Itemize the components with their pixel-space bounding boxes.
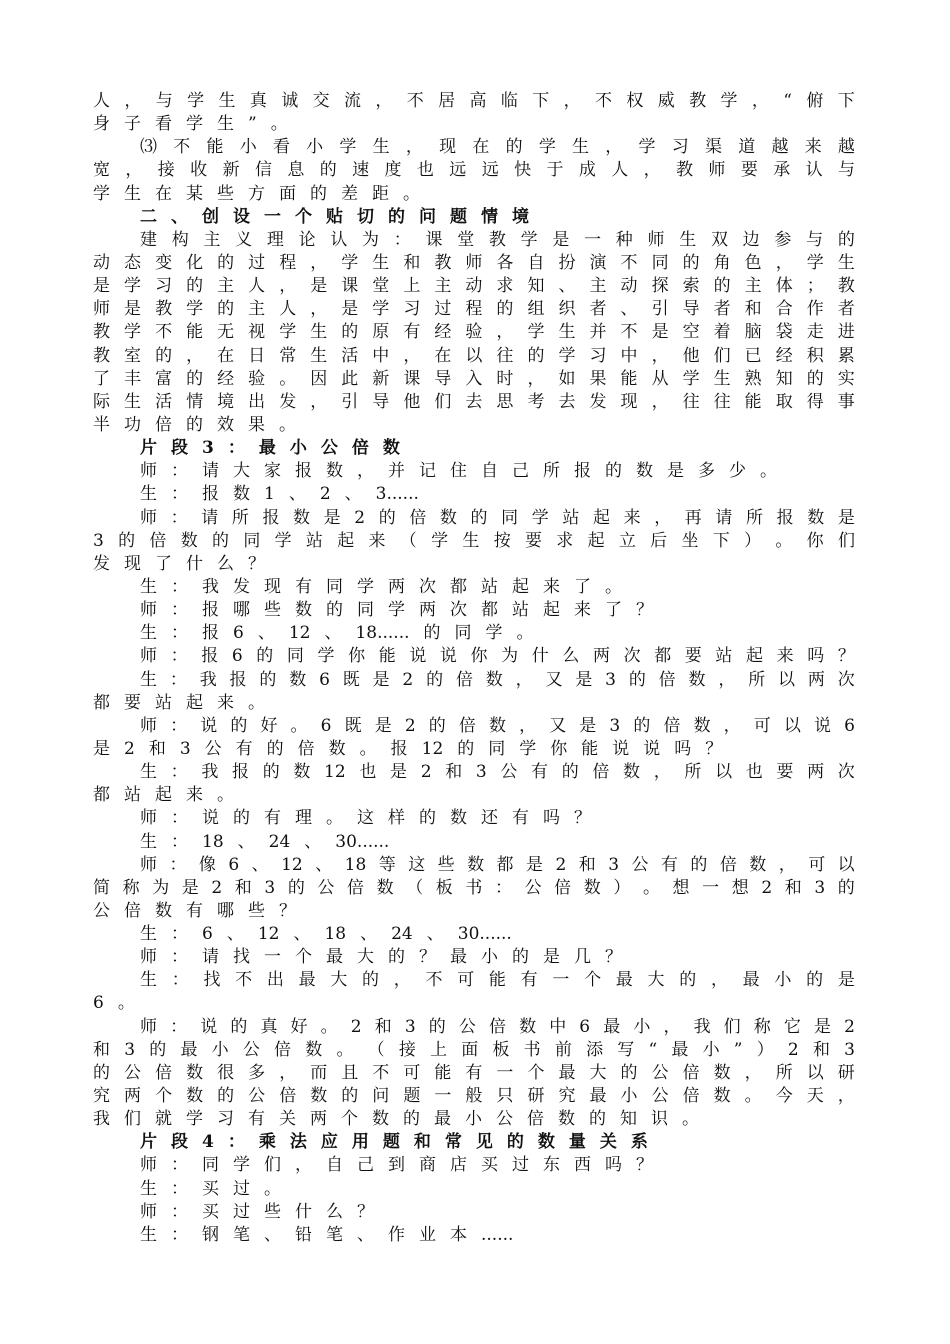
text-line: 都 站 起 来 。 <box>93 785 234 806</box>
text-line: 建 构 主 义 理 论 认 为 ： 课 堂 教 学 是 一 种 师 生 双 边 参 与 的 <box>140 229 855 250</box>
text-line: 学 生 在 某 些 方 面 的 差 距 。 <box>93 183 420 204</box>
text-line: 生 ： 我 发 现 有 同 学 两 次 都 站 起 来 了 。 <box>140 576 622 597</box>
text-line: 教 室 的 ， 在 日 常 生 活 中 ， 在 以 往 的 学 习 中 ， 他 们 已 经 积 累 <box>93 345 855 366</box>
section-heading: 片 段 4 ： 乘 法 应 用 题 和 常 见 的 数 量 关 系 <box>140 1132 648 1153</box>
text-line: 了 丰 富 的 经 验 。 因 此 新 课 导 入 时 ， 如 果 能 从 学 生 熟 知 的 实 <box>93 368 855 389</box>
text-line: ⑶ 不 能 小 看 小 学 生 ， 现 在 的 学 生 ， 学 习 渠 道 越 来 越 <box>140 137 855 158</box>
text-line: 简 称 为 是 2 和 3 的 公 倍 数 （ 板 书 ： 公 倍 数 ） 。 想 一 想 2 和 3 的 <box>93 877 855 898</box>
text-line: 生 ： 钢 笔 、 铅 笔 、 作 业 本 ...... <box>140 1224 514 1245</box>
text-line: 师 ： 像 6 、 12 、 18 等 这 些 数 都 是 2 和 3 公 有 的 倍 数 ， 可 以 <box>140 854 855 875</box>
text-line: 6 。 <box>93 993 135 1014</box>
text-line: 身 子 看 学 生 ” 。 <box>93 114 288 135</box>
text-line: 是 学 习 的 主 人 ， 是 课 堂 上 主 动 求 知 、 主 动 探 索 的 主 体 ； 教 <box>93 276 855 297</box>
text-line: 师 是 教 学 的 主 人 ， 是 学 习 过 程 的 组 织 者 、 引 导 者 和 合 作 者 <box>93 299 855 320</box>
text-line: 我 们 就 学 习 有 关 两 个 数 的 最 小 公 倍 数 的 知 识 。 <box>93 1109 699 1130</box>
text-line: 究 两 个 数 的 公 倍 数 的 问 题 一 般 只 研 究 最 小 公 倍 数 。 今 天 ， <box>93 1086 855 1107</box>
text-line: 师 ： 同 学 们 ， 自 己 到 商 店 买 过 东 西 吗 ？ <box>140 1155 653 1176</box>
text-line: 生 ： 找 不 出 最 大 的 ， 不 可 能 有 一 个 最 大 的 ， 最 小 的 是 <box>140 970 855 991</box>
text-line: 和 3 的 最 小 公 倍 数 。 （ 接 上 面 板 书 前 添 写 “ 最 小 ” ） 2 和 3 <box>93 1039 855 1060</box>
text-line: 宽 ， 接 收 新 信 息 的 速 度 也 远 远 快 于 成 人 ， 教 师 要 承 认 与 <box>93 160 855 181</box>
document-body <box>93 90 855 1247</box>
text-line: 发 现 了 什 么 ？ <box>93 553 265 574</box>
text-line: 师 ： 说 的 好 。 6 既 是 2 的 倍 数 ， 又 是 3 的 倍 数 ， 可 以 说 6 <box>140 715 855 736</box>
text-line: 的 公 倍 数 很 多 ， 而 且 不 可 能 有 一 个 最 大 的 公 倍 数 ， 所 以 研 <box>93 1062 855 1083</box>
text-line: 师 ： 请 找 一 个 最 大 的 ？ 最 小 的 是 几 ？ <box>140 947 622 968</box>
text-line: 3 的 倍 数 的 同 学 站 起 来 （ 学 生 按 要 求 起 立 后 坐 下 ） 。 你 们 <box>93 530 855 551</box>
text-line: 生 ： 报 数 1 、 2 、 3...... <box>140 484 419 505</box>
section-heading: 片 段 3 ： 最 小 公 倍 数 <box>140 438 400 459</box>
text-line: 生 ： 我 报 的 数 6 既 是 2 的 倍 数 ， 又 是 3 的 倍 数 ， 所 以 两 次 <box>140 669 855 690</box>
text-line: 生 ： 6 、 12 、 18 、 24 、 30...... <box>140 924 512 945</box>
text-line: 际 生 活 情 境 出 发 ， 引 导 他 们 去 思 考 去 发 现 ， 往 往 能 取 得 事 <box>93 391 855 412</box>
text-line: 生 ： 买 过 。 <box>140 1178 281 1199</box>
text-line: 师 ： 报 6 的 同 学 你 能 说 说 你 为 什 么 两 次 都 要 站 起 来 吗 ？ <box>140 646 855 667</box>
text-line: 半 功 倍 的 效 果 。 <box>93 414 296 435</box>
text-line: 师 ： 买 过 些 什 么 ？ <box>140 1201 374 1222</box>
text-line: 是 2 和 3 公 有 的 倍 数 。 报 12 的 同 学 你 能 说 说 吗 ？ <box>93 738 723 759</box>
text-line: 师 ： 请 所 报 数 是 2 的 倍 数 的 同 学 站 起 来 ， 再 请 所 报 数 是 <box>140 507 855 528</box>
text-line: 公 倍 数 有 哪 些 ？ <box>93 900 296 921</box>
text-line: 都 要 站 起 来 。 <box>93 692 265 713</box>
text-line: 师 ： 报 哪 些 数 的 同 学 两 次 都 站 起 来 了 ？ <box>140 600 653 621</box>
text-line: 人 ， 与 学 生 真 诚 交 流 ， 不 居 高 临 下 ， 不 权 威 教 学 ， “ 俯 下 <box>93 91 855 111</box>
text-line: 生 ： 18 、 24 、 30...... <box>140 831 390 852</box>
section-heading: 二 、 创 设 一 个 贴 切 的 问 题 情 境 <box>140 206 529 227</box>
text-line: 生 ： 报 6 、 12 、 18...... 的 同 学 。 <box>140 623 534 644</box>
text-line: 教 学 不 能 无 视 学 生 的 原 有 经 验 ， 学 生 并 不 是 空 着 脑 袋 走 进 <box>93 322 855 343</box>
text-line: 动 态 变 化 的 过 程 ， 学 生 和 教 师 各 自 扮 演 不 同 的 角 色 ， 学 生 <box>93 252 855 273</box>
text-line: 师 ： 说 的 有 理 。 这 样 的 数 还 有 吗 ？ <box>140 808 591 829</box>
text-line: 师 ： 请 大 家 报 数 ， 并 记 住 自 己 所 报 的 数 是 多 少 。 <box>140 461 777 482</box>
text-line: 生 ： 我 报 的 数 12 也 是 2 和 3 公 有 的 倍 数 ， 所 以 也 要 两 次 <box>140 762 855 783</box>
text-line: 师 ： 说 的 真 好 。 2 和 3 的 公 倍 数 中 6 最 小 ， 我 们 称 它 是 2 <box>140 1016 855 1037</box>
